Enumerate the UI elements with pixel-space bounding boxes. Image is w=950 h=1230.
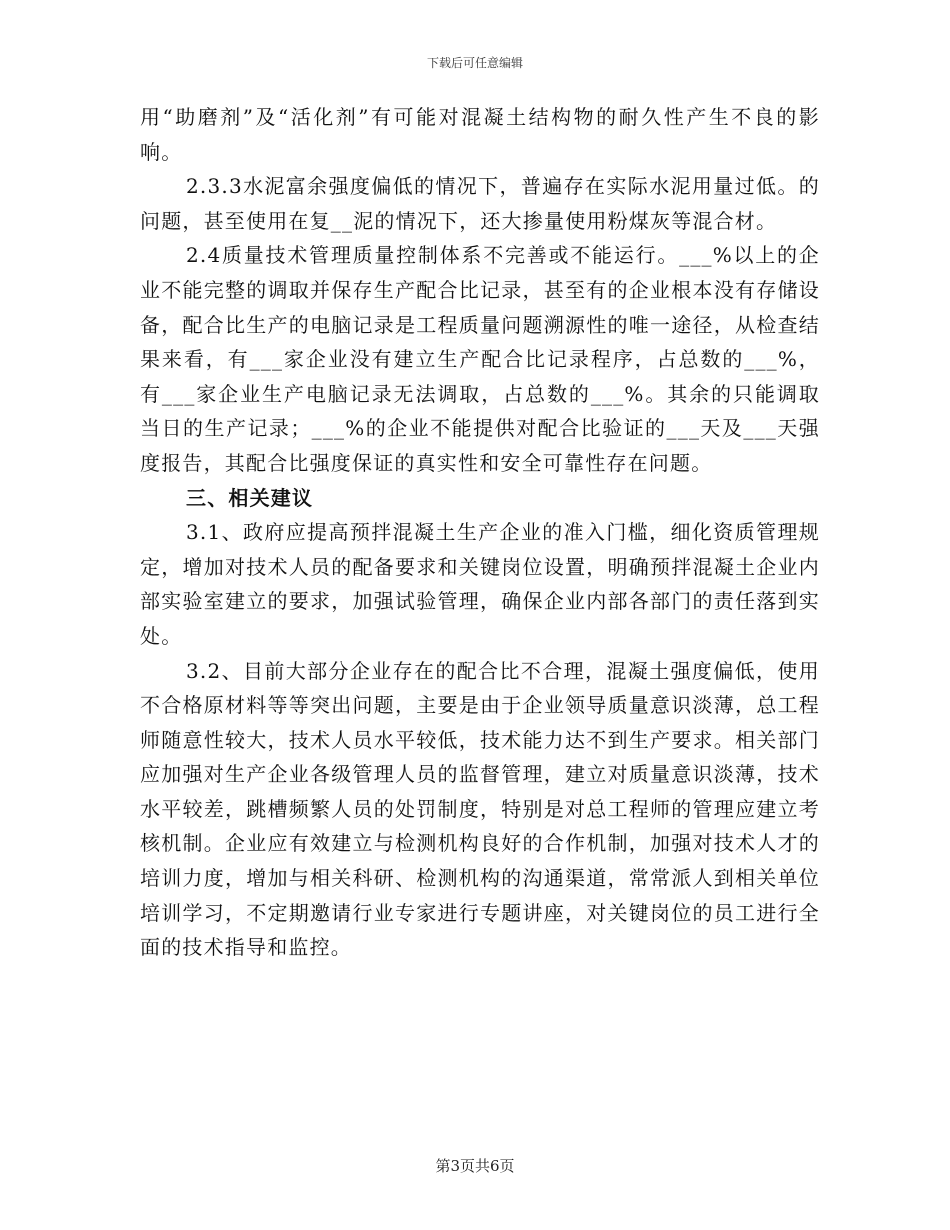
paragraph-3-2: 3.2、目前大部分企业存在的配合比不合理，混凝土强度偏低，使用不合格原材料等等突出问题，主要是由于企业领导质量意识淡薄，总工程师随意性较大，技术人员水平较低，技术能力达不到生产要求。相关部门应加强对生产企业各级管理人员的监督管理，建立对质量意识淡薄，技术水平较差，跳槽频繁人员的处罚制度，特别是对总工程师的管理应建立考核机制。企业应有效建立与检测机构良好的合作机制，加强对技术人才的培训力度，增加与相关科研、检测机构的沟通渠道，常常派人到相关单位培训学习，不定期邀请行业专家进行专题讲座，对关键岗位的员工进行全面的技术指导和监控。 (140, 658, 820, 960)
paragraph-2-3-3: 2.3.3水泥富余强度偏低的情况下，普遍存在实际水泥用量过低。的问题，甚至使用在复__泥的情况下，还大掺量使用粉煤灰等混合材。 (140, 174, 820, 233)
document-body (140, 100, 820, 965)
section-heading-suggestions: 三、相关建议 (186, 485, 314, 510)
page-header: 下载后可任意编辑 (426, 56, 523, 70)
paragraph-continuation: 用“助磨剂”及“活化剂”有可能对混凝土结构物的耐久性产生不良的影响。 (140, 105, 820, 164)
paragraph-3-1: 3.1、政府应提高预拌混凝土生产企业的准入门槛，细化资质管理规定，增加对技术人员的配备要求和关键岗位设置，明确预拌混凝土企业内部实验室建立的要求，加强试验管理，确保企业内部各部门的责任落到实处。 (140, 520, 820, 648)
paragraph-2-4: 2.4质量技术管理质量控制体系不完善或不能运行。___%以上的企业不能完整的调取并保存生产配合比记录，甚至有的企业根本没有存储设备，配合比生产的电脑记录是工程质量问题溯源性的唯一途径，从检查结果来看，有___家企业没有建立生产配合比记录程序，占总数的___%，有___家企业生产电脑记录无法调取，占总数的___%。其余的只能调取当日的生产记录；___%的企业不能提供对配合比验证的___天及___天强度报告，其配合比强度保证的真实性和安全可靠性存在问题。 (140, 243, 820, 475)
page-number-footer: 第3页共6页 (435, 1157, 515, 1175)
